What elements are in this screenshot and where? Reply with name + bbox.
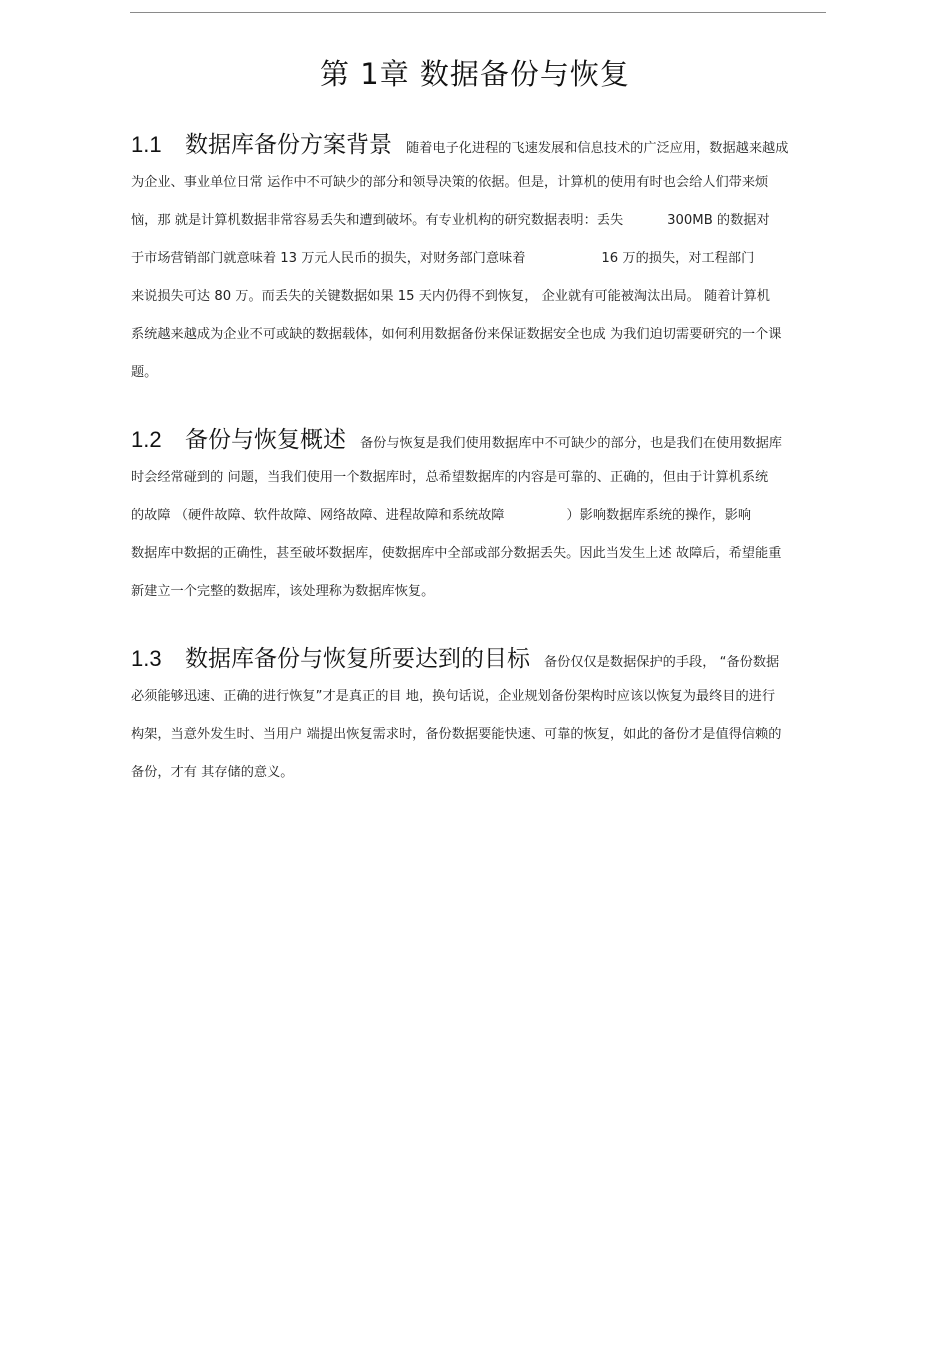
paragraph-line: 系统越来越成为企业不可或缺的数据载体，如何利用数据备份来保证数据安全也成 为我们迫切需要研究的一个课	[131, 327, 782, 342]
section-heading-line	[131, 421, 831, 459]
paragraph-text: 随着电子化进程的飞速发展和信息技术的广泛应用，数据越来越成	[406, 141, 789, 156]
paragraph-text: 300MB 的数据对	[667, 213, 770, 228]
paragraph-line: 来说损失可达 80 万。而丢失的关键数据如果 15 天内仍得不到恢复， 企业就有可能被淘汰出局。 随着计算机	[131, 289, 770, 304]
paragraph-text: 16 万的损失，对工程部门	[601, 251, 755, 266]
paragraph-line: 必须能够迅速、正确的进行恢复”才是真正的目 地，换句话说，企业规划备份架构时应该以恢复为最终目的进行	[131, 689, 776, 704]
paragraph-line	[131, 240, 831, 278]
paragraph-line: 题。	[131, 365, 158, 380]
paragraph-text: 备份与恢复是我们使用数据库中不可缺少的部分，也是我们在使用数据库	[360, 436, 782, 451]
paragraph-line: 备份，才有 其存储的意义。	[131, 765, 294, 780]
paragraph-text: 的故障 （硬件故障、软件故障、网络故障、进程故障和系统故障	[131, 508, 505, 523]
section-title: 数据库备份与恢复所要达到的目标	[185, 646, 530, 672]
section-number: 1.2	[131, 427, 162, 452]
paragraph-text: 恼，那 就是计算机数据非常容易丢失和遭到破坏。有专业机构的研究数据表明：丢失	[131, 213, 624, 228]
section-1-1	[131, 126, 831, 392]
section-title: 备份与恢复概述	[185, 427, 346, 453]
paragraph-line: 数据库中数据的正确性，甚至破坏数据库，使数据库中全部或部分数据丢失。因此当发生上述 故障后，希望能重	[131, 546, 782, 561]
section-1-2	[131, 421, 831, 611]
paragraph-line: 为企业、事业单位日常 运作中不可缺少的部分和领导决策的依据。但是，计算机的使用有时也会给人们带来烦	[131, 175, 769, 190]
paragraph-line	[131, 497, 831, 535]
section-heading-line	[131, 126, 831, 164]
paragraph-line	[131, 202, 831, 240]
paragraph-text: 于市场营销部门就意味着 13 万元人民币的损失，对财务部门意味着	[131, 251, 526, 266]
chapter-title: 第 1章 数据备份与恢复	[320, 57, 630, 91]
section-number: 1.3	[131, 646, 162, 671]
section-number: 1.1	[131, 132, 162, 157]
section-1-3	[131, 640, 831, 792]
section-heading-line	[131, 640, 831, 678]
paragraph-line: 时会经常碰到的 问题，当我们使用一个数据库时，总希望数据库的内容是可靠的、正确的，但由于计算机系统	[131, 470, 769, 485]
paragraph-text: 备份仅仅是数据保护的手段， “备份数据	[544, 655, 780, 670]
paragraph-line: 新建立一个完整的数据库，该处理称为数据库恢复。	[131, 584, 435, 599]
header-rule	[130, 12, 826, 13]
paragraph-line: 构架，当意外发生时、当用户 端提出恢复需求时，备份数据要能快速、可靠的恢复，如此的备份才是值得信赖的	[131, 727, 782, 742]
paragraph-text: ）影响数据库系统的操作，影响	[566, 508, 752, 523]
section-title: 数据库备份方案背景	[185, 132, 392, 158]
